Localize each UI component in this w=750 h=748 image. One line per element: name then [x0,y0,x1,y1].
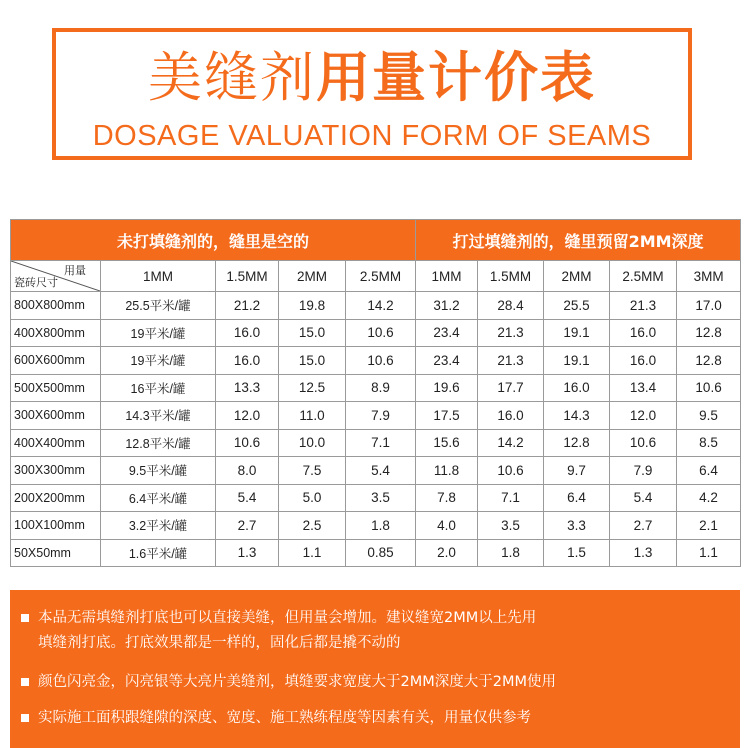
tile-size-cell: 200X200mm [11,484,101,512]
dosage-cell: 6.4 [544,484,610,512]
dosage-cell: 2.0 [416,539,478,567]
corner-label-dosage: 用量 [64,265,86,277]
depth-header: 2MM [279,261,346,292]
dosage-cell: 12.0 [610,402,677,430]
dosage-cell: 8.0 [216,457,279,485]
dosage-cell: 25.5 [544,292,610,320]
corner-header [11,261,101,292]
dosage-cell: 19.1 [544,347,610,375]
dosage-cell: 9.7 [544,457,610,485]
dosage-cell: 16.0 [216,319,279,347]
dosage-cell: 14.2 [346,292,416,320]
dosage-cell: 10.6 [610,429,677,457]
depth-header: 1.5MM [478,261,544,292]
dosage-cell: 5.4 [346,457,416,485]
note-text: 实际施工面积跟缝隙的深度、宽度、施工熟练程度等因素有关，用量仅供参考 [38,710,531,726]
tile-size-cell: 50X50mm [11,539,101,567]
dosage-cell: 1.5 [544,539,610,567]
dosage-cell: 7.8 [416,484,478,512]
dosage-cell: 11.0 [279,402,346,430]
dosage-cell: 1.3 [216,539,279,567]
coverage-cell: 12.8平米/罐 [101,429,216,457]
tile-size-cell: 300X600mm [11,402,101,430]
tile-size-cell: 600X600mm [11,347,101,375]
note-item [38,708,531,728]
dosage-cell: 16.0 [610,319,677,347]
tile-size-cell: 400X800mm [11,319,101,347]
dosage-cell: 6.4 [677,457,741,485]
dosage-cell: 7.1 [346,429,416,457]
dosage-cell: 7.1 [478,484,544,512]
depth-header: 1MM [416,261,478,292]
dosage-cell: 3.3 [544,512,610,540]
dosage-cell: 19.1 [544,319,610,347]
table-row [11,539,741,567]
dosage-cell: 5.0 [279,484,346,512]
dosage-cell: 2.1 [677,512,741,540]
note-text: 颜色闪亮金，闪亮银等大亮片美缝剂，填缝要求宽度大于2MM深度大于2MM使用 [38,674,556,690]
coverage-cell: 9.5平米/罐 [101,457,216,485]
dosage-cell: 12.5 [279,374,346,402]
dosage-cell: 21.3 [478,319,544,347]
dosage-cell: 21.3 [610,292,677,320]
depth-header: 2MM [544,261,610,292]
dosage-cell: 8.9 [346,374,416,402]
dosage-cell: 5.4 [216,484,279,512]
table-row [11,347,741,375]
depth-header: 2.5MM [610,261,677,292]
dosage-cell: 1.1 [677,539,741,567]
tile-size-cell: 500X500mm [11,374,101,402]
tile-size-cell: 100X100mm [11,512,101,540]
dosage-cell: 16.0 [478,402,544,430]
coverage-cell: 19平米/罐 [101,347,216,375]
notes-panel [10,590,740,748]
dosage-table [10,219,741,567]
dosage-cell: 12.0 [216,402,279,430]
depth-header: 2.5MM [346,261,416,292]
title-box [52,28,692,160]
dosage-cell: 2.5 [279,512,346,540]
dosage-cell: 19.6 [416,374,478,402]
group-header-prefilled: 打过填缝剂的，缝里预留2MM深度 [416,220,741,261]
dosage-cell: 31.2 [416,292,478,320]
dosage-cell: 13.4 [610,374,677,402]
dosage-cell: 1.1 [279,539,346,567]
table-row [11,319,741,347]
coverage-cell: 16平米/罐 [101,374,216,402]
dosage-cell: 17.5 [416,402,478,430]
dosage-cell: 4.0 [416,512,478,540]
depth-header: 1.5MM [216,261,279,292]
title-thin: 美缝剂 [148,46,316,109]
note-item [38,608,536,653]
dosage-cell: 9.5 [677,402,741,430]
dosage-cell: 16.0 [610,347,677,375]
dosage-cell: 10.6 [346,347,416,375]
dosage-cell: 10.6 [478,457,544,485]
dosage-cell: 7.5 [279,457,346,485]
corner-label-tile-size: 瓷砖尺寸 [14,277,58,289]
dosage-cell: 1.8 [346,512,416,540]
dosage-cell: 1.3 [610,539,677,567]
table-row [11,402,741,430]
coverage-cell: 14.3平米/罐 [101,402,216,430]
dosage-cell: 5.4 [610,484,677,512]
dosage-cell: 10.6 [346,319,416,347]
dosage-cell: 3.5 [346,484,416,512]
dosage-cell: 7.9 [346,402,416,430]
table-body [11,292,741,567]
depth-header: 1MM [101,261,216,292]
dosage-cell: 10.6 [677,374,741,402]
dosage-cell: 8.5 [677,429,741,457]
note-text: 本品无需填缝剂打底也可以直接美缝，但用量会增加。建议缝宽2MM以上先用 [38,610,537,626]
table-row [11,484,741,512]
title-bold: 用量计价表 [316,46,596,109]
bullet-icon [21,614,29,622]
tile-size-cell: 400X400mm [11,429,101,457]
page-title [56,48,688,108]
dosage-cell: 15.0 [279,319,346,347]
tile-size-cell: 300X300mm [11,457,101,485]
page-subtitle: DOSAGE VALUATION FORM OF SEAMS [92,120,652,152]
dosage-cell: 10.6 [216,429,279,457]
table-row [11,429,741,457]
dosage-cell: 21.2 [216,292,279,320]
dosage-cell: 14.2 [478,429,544,457]
dosage-cell: 10.0 [279,429,346,457]
dosage-cell: 2.7 [610,512,677,540]
note-text: 填缝剂打底。打底效果都是一样的，固化后都是撬不动的 [38,635,401,651]
dosage-cell: 16.0 [216,347,279,375]
coverage-cell: 3.2平米/罐 [101,512,216,540]
table-row [11,457,741,485]
table-row [11,374,741,402]
dosage-cell: 3.5 [478,512,544,540]
dosage-cell: 1.8 [478,539,544,567]
dosage-cell: 11.8 [416,457,478,485]
table-row [11,512,741,540]
dosage-cell: 14.3 [544,402,610,430]
dosage-cell: 7.9 [610,457,677,485]
dosage-cell: 15.0 [279,347,346,375]
dosage-cell: 4.2 [677,484,741,512]
dosage-cell: 28.4 [478,292,544,320]
dosage-cell: 15.6 [416,429,478,457]
dosage-cell: 2.7 [216,512,279,540]
group-header-unfilled: 未打填缝剂的，缝里是空的 [11,220,416,261]
bullet-icon [21,678,29,686]
tile-size-cell: 800X800mm [11,292,101,320]
dosage-cell: 23.4 [416,347,478,375]
dosage-cell: 19.8 [279,292,346,320]
dosage-cell: 13.3 [216,374,279,402]
dosage-cell: 23.4 [416,319,478,347]
dosage-cell: 12.8 [544,429,610,457]
coverage-cell: 6.4平米/罐 [101,484,216,512]
coverage-cell: 19平米/罐 [101,319,216,347]
dosage-cell: 17.0 [677,292,741,320]
dosage-cell: 21.3 [478,347,544,375]
coverage-cell: 1.6平米/罐 [101,539,216,567]
dosage-cell: 12.8 [677,319,741,347]
dosage-cell: 17.7 [478,374,544,402]
coverage-cell: 25.5平米/罐 [101,292,216,320]
dosage-cell: 12.8 [677,347,741,375]
dosage-cell: 0.85 [346,539,416,567]
note-item [38,672,556,692]
table-row [11,292,741,320]
bullet-icon [21,714,29,722]
depth-header: 3MM [677,261,741,292]
dosage-cell: 16.0 [544,374,610,402]
